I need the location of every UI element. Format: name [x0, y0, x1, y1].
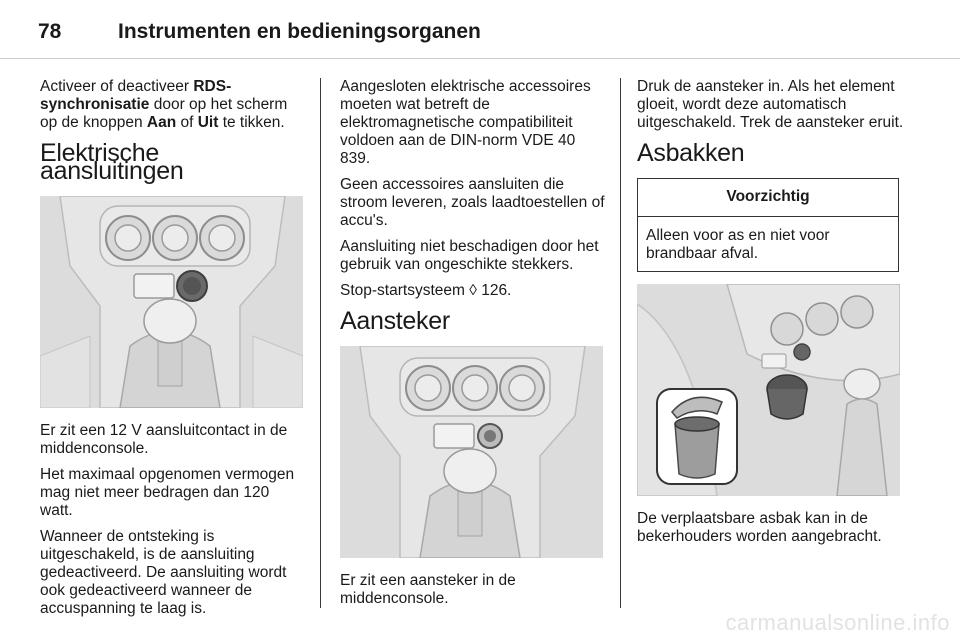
heading-ashtrays: Asbakken: [637, 139, 745, 167]
page-number: 78: [38, 20, 62, 43]
figure-ashtray: [637, 284, 900, 496]
outlet-paragraph-3: Wanneer de ontsteking is uitgeschakeld, is de aansluiting gedeactiveerd. De aansluiting wordt ook gedeactiveerd wanneer de accuspanning te laag is.: [40, 528, 287, 617]
power-outlet-illustration: [40, 196, 303, 408]
column-3: [637, 78, 905, 554]
rds-sync-term: RDS-synchronisatie: [40, 78, 232, 113]
outlet-paragraph-1: Er zit een 12 V aansluitcontact in de middenconsole.: [40, 422, 288, 457]
page-reference-icon: ◊: [469, 282, 477, 299]
heading-cigarette-lighter: Aansteker: [340, 307, 450, 335]
figure-power-outlet: [40, 196, 303, 408]
ashtray-illustration: [637, 284, 900, 496]
lighter-usage-paragraph: Druk de aansteker in. Als het element gloeit, wordt deze automatisch uitgeschakeld. Trek de aansteker eruit.: [637, 78, 904, 131]
stop-start-reference: Stop-startsysteem ◊ 126.: [340, 282, 512, 299]
accessories-paragraph-2: Geen accessoires aansluiten die stroom leveren, zoals laadtoestellen of accu's.: [340, 176, 605, 229]
rds-paragraph: Activeer of deactiveer RDS-synchronisatie door op het scherm op de knoppen Aan of Uit te tikken.: [40, 78, 288, 131]
aan-term: Aan: [146, 114, 177, 131]
column-2: [340, 78, 605, 616]
lighter-paragraph: Er zit een aansteker in de middenconsole.: [340, 572, 516, 607]
heading-electrical-outlets: Elektrische aansluitingen: [40, 139, 184, 185]
figure-cigarette-lighter: [340, 346, 603, 558]
caution-body: Alleen voor as en niet voor brandbaar afval.: [646, 227, 830, 262]
uit-term: Uit: [197, 114, 219, 131]
page-title: Instrumenten en bedieningsorganen: [118, 20, 481, 43]
outlet-paragraph-2: Het maximaal opgenomen vermogen mag niet meer bedragen dan 120 watt.: [40, 466, 295, 519]
accessories-paragraph-3: Aansluiting niet beschadigen door het gebruik van ongeschikte stekkers.: [340, 238, 599, 273]
watermark: carmanualsonline.info: [725, 610, 950, 635]
column-1: [40, 78, 305, 626]
header-rule: [0, 58, 960, 59]
column-divider-1: [320, 78, 321, 608]
caution-box: [637, 178, 899, 272]
accessories-paragraph-1: Aangesloten elektrische accessoires moeten wat betreft de elektromagnetische compatibiliteit voldoen aan de DIN-norm VDE 40 839.: [340, 78, 591, 167]
page-header: [38, 14, 481, 50]
ashtray-paragraph: De verplaatsbare asbak kan in de bekerhouders worden aangebracht.: [637, 510, 882, 545]
cigarette-lighter-illustration: [340, 346, 603, 558]
column-divider-2: [620, 78, 621, 608]
caution-title: Voorzichtig: [638, 179, 898, 217]
